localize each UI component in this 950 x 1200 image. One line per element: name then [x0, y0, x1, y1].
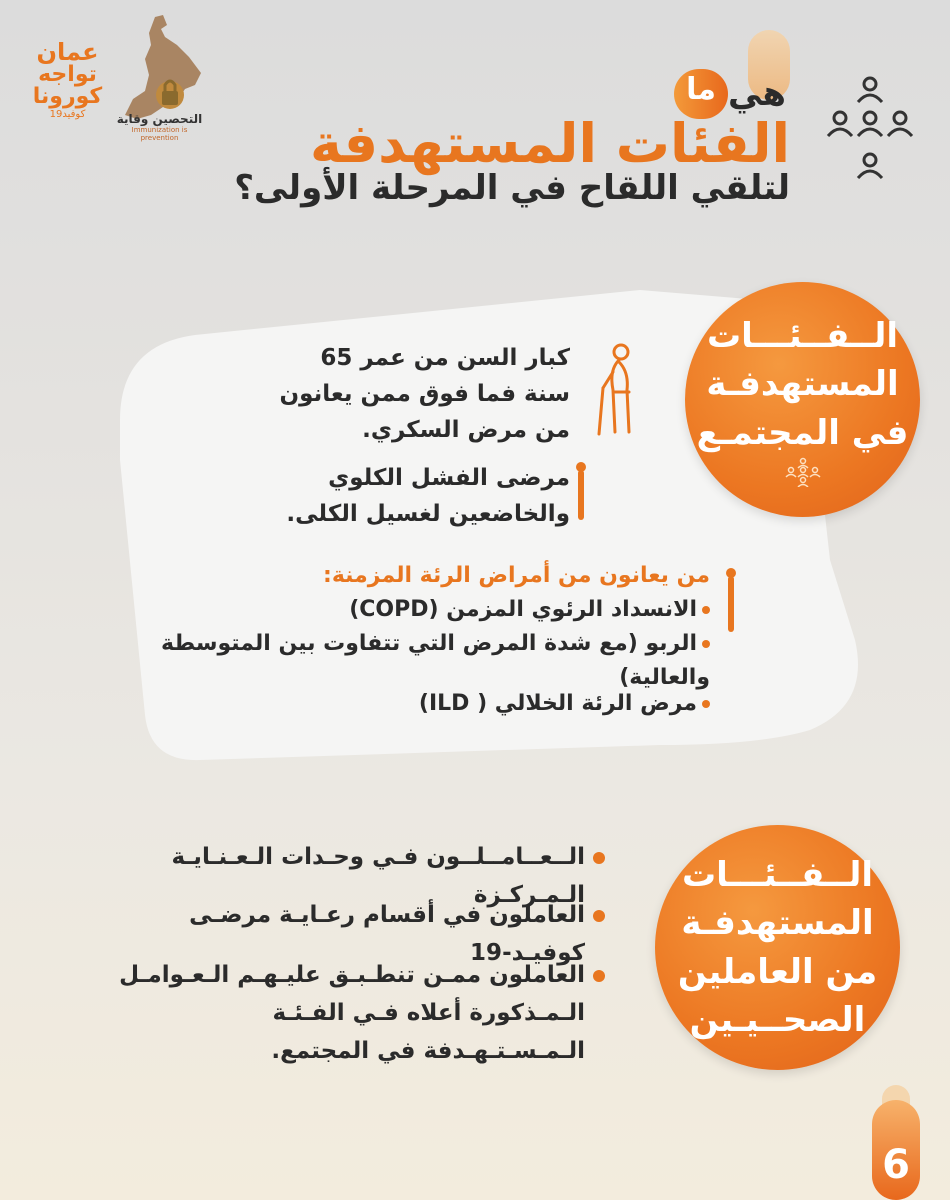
circle-line: المستهدفـة [706, 364, 899, 405]
lung-section-title: من يعانون من أمراض الرئة المزمنة: [323, 563, 710, 588]
circle-line: من العاملين [677, 951, 878, 992]
lung-item [210, 593, 710, 627]
health-worker-item: العاملون في أقسام رعـايـة مرضـى كوفيـد-19 [189, 902, 585, 966]
bullet-dot [593, 852, 605, 864]
community-category-circle [685, 282, 920, 517]
item-accent-bar [578, 470, 584, 520]
header-hiya: هي [728, 74, 786, 114]
health-worker-item: الــعــامــلــون فـي وحـدات الـعـنـايـة الـمـركـزة [171, 844, 585, 908]
item-accent-knob [576, 462, 586, 472]
page-title: الفئات المستهدفة [310, 112, 790, 175]
bullet-dot [702, 700, 710, 708]
circle-line: المستهدفـة [681, 903, 874, 944]
small-people-icon [781, 457, 825, 487]
lung-item-text: الانسداد الرئوي المزمن (COPD) [349, 597, 697, 622]
lung-item-text: مرض الرئة الخلالي ( ILD) [418, 691, 697, 716]
health-worker-item: العاملون ممـن تنطـبـق عليـهـم الـعـوامـل الـمـذكورة أعلاه فـي الفـئـة الـمـسـتـهـدفة في المجتمع. [119, 962, 585, 1064]
immunization-logo-subtitle: Immunization is prevention [131, 126, 188, 142]
lung-accent-bar [728, 576, 734, 632]
community-item-elderly: كبار السن من عمر 65 سنة فما فوق ممن يعانون من مرض السكري. [279, 345, 570, 443]
page-number: 6 [872, 1100, 920, 1200]
circle-line: في المجتمـع [696, 412, 909, 453]
immunization-logo-title: التحصين وقاية [116, 112, 203, 126]
lung-item-text: الربو (مع شدة المرض التي تتفاوت بين المتوسطة والعالية) [161, 631, 710, 690]
bullet-dot [702, 606, 710, 614]
logo-line: تواجه [38, 62, 97, 87]
lung-accent-knob [726, 568, 736, 578]
header-ma-pill: ما [674, 69, 728, 119]
community-item-kidney: مرضى الفشل الكلوي والخاضعين لغسيل الكلى. [286, 465, 570, 527]
circle-line: الــفــئـــات [706, 316, 899, 357]
header-question [674, 70, 790, 118]
people-group-icon [810, 70, 920, 190]
logo-line: كوفيد19 [49, 109, 86, 120]
bullet-dot [702, 640, 710, 648]
immunization-logo [112, 112, 207, 142]
health-workers-category-circle [655, 825, 900, 1070]
logo-line: عمان [36, 38, 99, 66]
elderly-person-icon [595, 342, 645, 437]
circle-line: الصحــيـين [689, 999, 866, 1040]
circle-line: الــفــئـــات [681, 854, 874, 895]
lung-item [120, 627, 710, 695]
bullet-dot [593, 970, 605, 982]
bullet-dot [593, 910, 605, 922]
oman-faces-corona-logo [20, 40, 115, 120]
logo-line: كورونا [32, 84, 103, 109]
lung-item [210, 687, 710, 721]
page-subtitle: لتلقي اللقاح في المرحلة الأولى؟ [234, 168, 790, 208]
